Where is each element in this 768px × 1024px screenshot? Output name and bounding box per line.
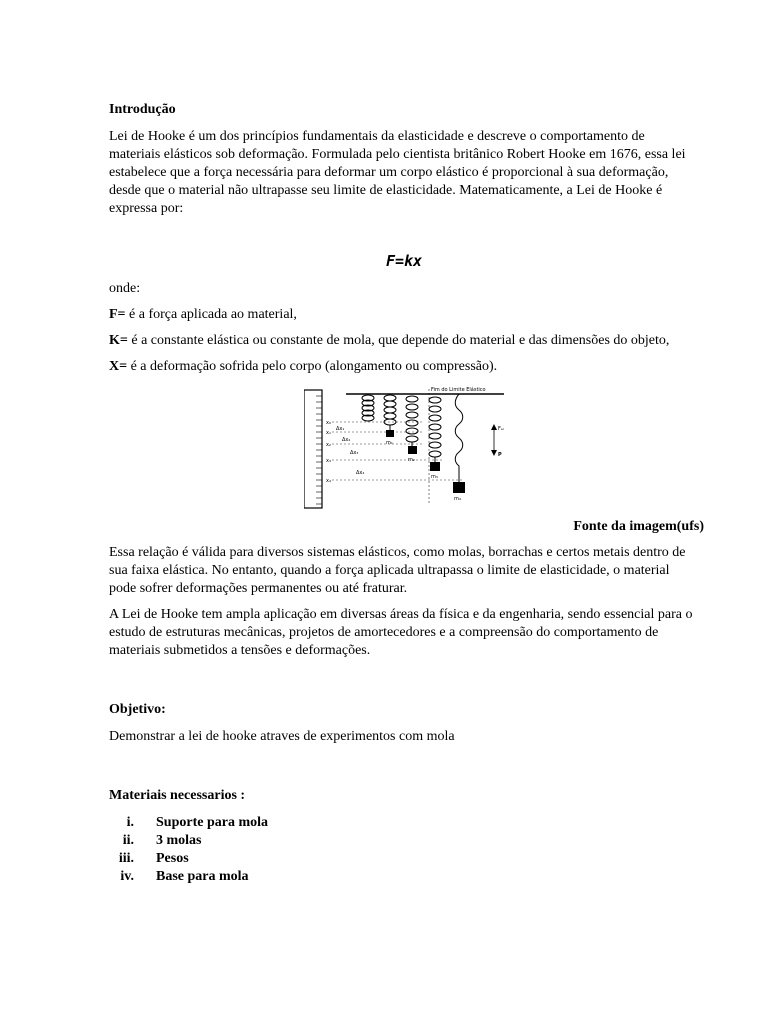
x-label: x₂ xyxy=(326,442,331,448)
spring xyxy=(429,397,441,462)
x-label: x₄ xyxy=(326,478,331,484)
list-number: iii. xyxy=(118,851,134,866)
list-number: iv. xyxy=(120,869,134,884)
definition-f xyxy=(109,306,699,324)
definition-term: K= xyxy=(109,333,128,348)
definition-text: é a deformação sofrida pelo corpo (alongamento ou compressão). xyxy=(127,359,498,374)
spring xyxy=(362,395,374,421)
list-number: i. xyxy=(126,815,134,830)
intro-paragraph: Lei de Hooke é um dos princípios fundamentais da elasticidade e descreve o comportamento de materiais elásticos sob deformação. Formulada pelo cientista britânico Robert Hooke em 1676, essa lei estabelece que a força necessária para deformar um corpo elástico é proporcional à sua deformação, desde que o material não ultrapasse seu limite de elasticidade. Matematicamente, a Lei de Hooke é expressa por: xyxy=(109,129,686,216)
definition-term: F= xyxy=(109,307,126,322)
spring xyxy=(384,395,396,430)
mass-label: m₂ xyxy=(408,457,415,463)
list-label: Pesos xyxy=(156,851,189,866)
x-label: x₃ xyxy=(326,458,331,464)
paragraph: Essa relação é válida para diversos sistemas elásticos, como molas, borrachas e certos metais dentro de sua faixa elástica. No entanto, quando a força aplicada ultrapassa o limite de elasticidade, o material pode sofrer deformações permanentes ou até fraturar. xyxy=(109,545,686,596)
objective-text: Demonstrar a lei de hooke atraves de experimentos com mola xyxy=(109,729,455,744)
onde-label: onde: xyxy=(109,281,141,296)
list-label: Suporte para mola xyxy=(156,815,268,830)
list-label: Base para mola xyxy=(156,869,249,884)
delta-label: Δx₂ xyxy=(342,437,351,443)
limit-label: Fim do Limite Elástico xyxy=(431,387,486,393)
spring-diagram xyxy=(304,386,509,510)
spring xyxy=(406,396,418,446)
document-page xyxy=(109,100,704,886)
figure-caption: Fonte da imagem(ufs) xyxy=(573,519,704,534)
mass-block xyxy=(430,462,440,471)
definition-term: X= xyxy=(109,359,128,374)
force-label: Fₑₗ xyxy=(498,426,504,432)
mass-block xyxy=(408,446,417,454)
list-item xyxy=(109,814,699,832)
delta-label: Δx₄ xyxy=(356,470,365,476)
materials-heading: Materiais necessarios : xyxy=(109,788,246,803)
mass-label: m₁ xyxy=(386,440,393,446)
materials-list xyxy=(109,814,699,886)
definition-k xyxy=(109,332,699,350)
mass-label: m₃ xyxy=(431,474,438,480)
force-label: P xyxy=(498,452,502,458)
arrow-up-icon xyxy=(491,424,497,430)
list-item xyxy=(109,832,699,850)
intro-heading: Introdução xyxy=(109,102,176,117)
list-label: 3 molas xyxy=(156,833,202,848)
mass-block xyxy=(386,430,394,437)
mass-label: m₄ xyxy=(454,496,461,502)
paragraph: A Lei de Hooke tem ampla aplicação em diversas áreas da física e da engenharia, sendo essencial para o estudo de estruturas mecânicas, projetos de amortecedores e a compreensão do comportamento de materiais submetidos a tensões e deformações. xyxy=(109,607,693,658)
x-label: x₀ xyxy=(326,420,331,426)
arrow-down-icon xyxy=(491,450,497,456)
hooke-formula: F=kx xyxy=(385,252,423,270)
mass-block xyxy=(453,482,465,493)
spring-figure xyxy=(109,386,699,510)
definition-text: é a força aplicada ao material, xyxy=(125,307,297,322)
deformed-spring xyxy=(455,394,463,482)
delta-label: Δx₃ xyxy=(350,450,359,456)
definition-x xyxy=(109,358,699,376)
list-item xyxy=(109,868,699,886)
x-label: x₁ xyxy=(326,430,331,436)
definition-text: é a constante elástica ou constante de mola, que depende do material e das dimensões do objeto, xyxy=(127,333,670,348)
list-item xyxy=(109,850,699,868)
objective-heading: Objetivo: xyxy=(109,702,166,717)
list-number: ii. xyxy=(122,833,134,848)
delta-label: Δx₁ xyxy=(336,426,345,432)
